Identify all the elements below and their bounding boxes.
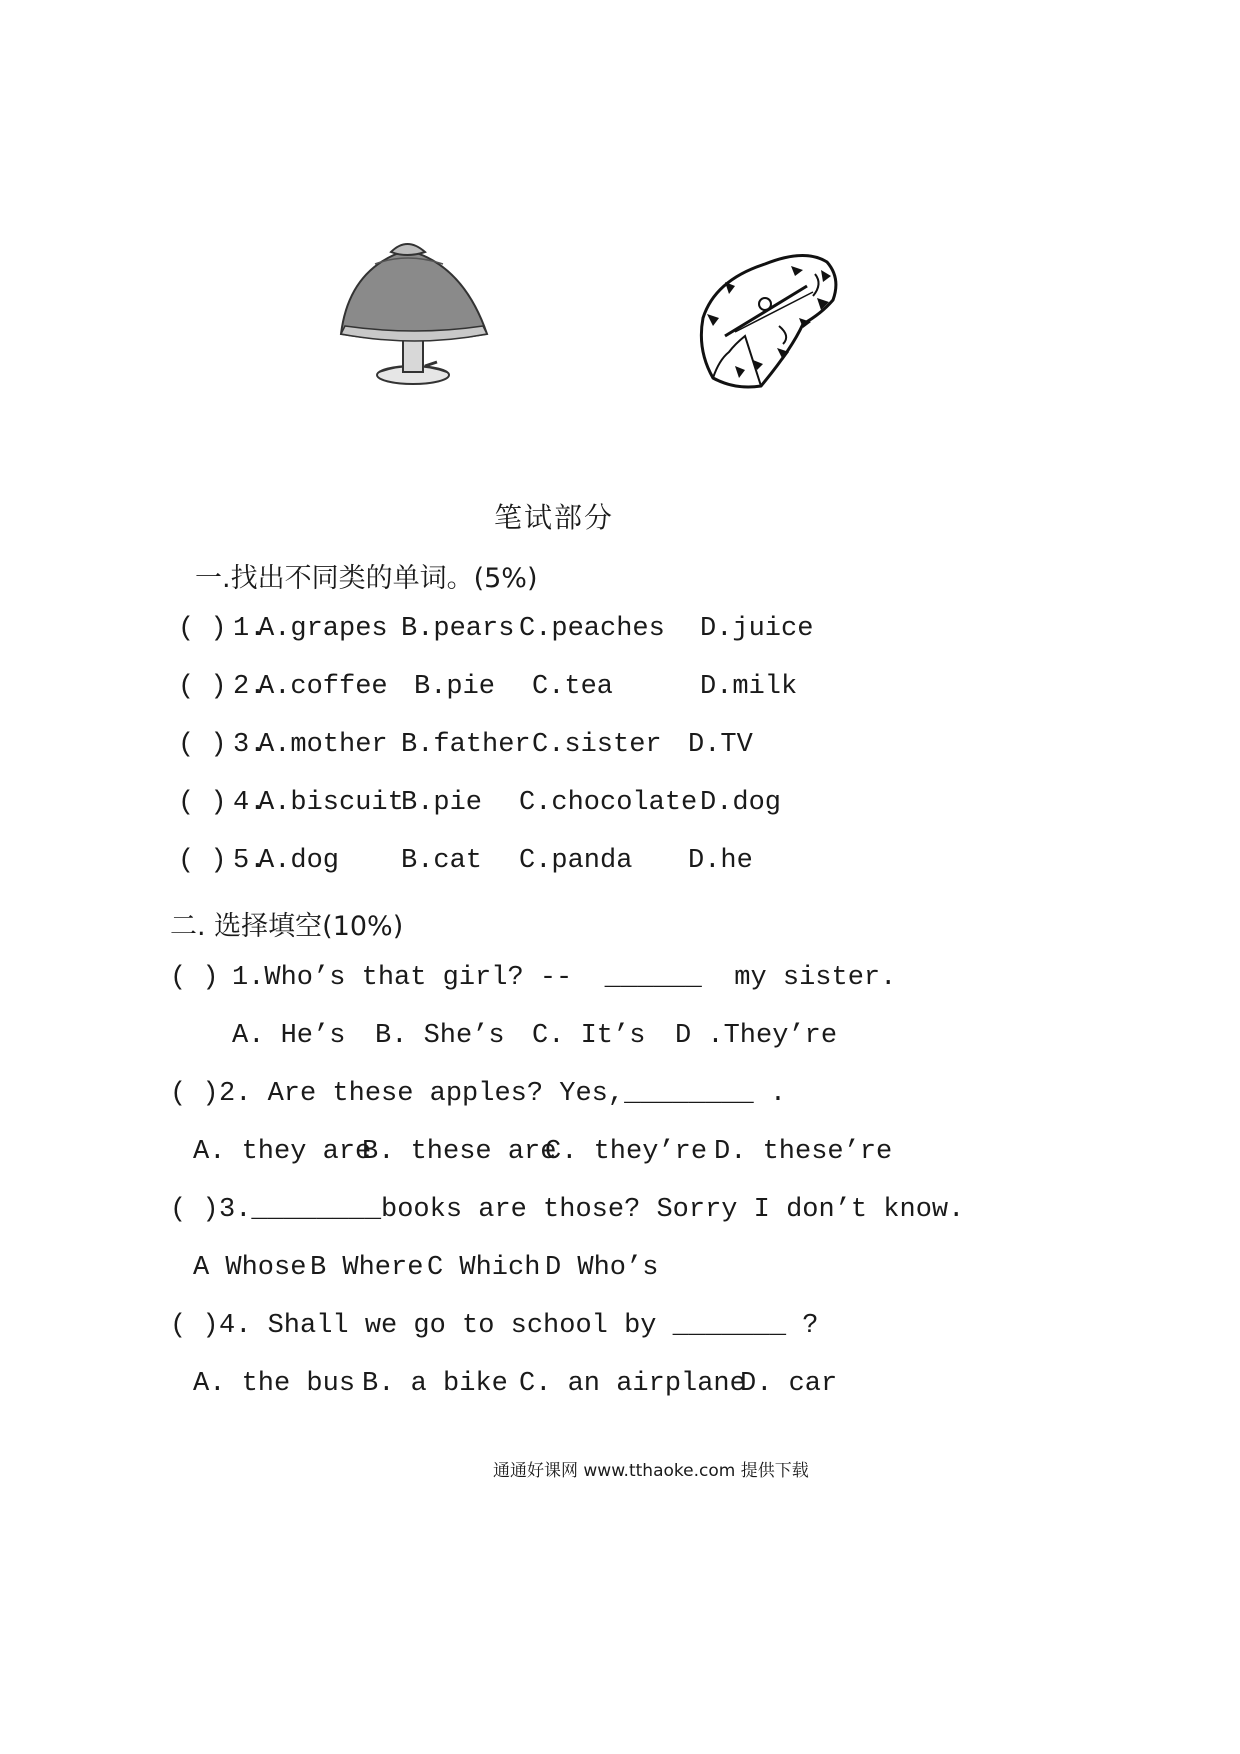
option-a: A.dog xyxy=(258,846,340,876)
option-d: D.dog xyxy=(700,788,782,818)
option-b: B. a bike xyxy=(362,1369,508,1399)
question-number: 1. xyxy=(233,614,266,644)
option-d: D Who’s xyxy=(545,1253,659,1283)
question-stem: 4. Shall we go to school by _______ ? xyxy=(219,1311,819,1341)
option-b: B.father xyxy=(401,730,531,760)
option-c: C.tea xyxy=(532,672,614,702)
option-d: D.juice xyxy=(700,614,814,644)
question-number: 2. xyxy=(233,672,266,702)
option-c: C.panda xyxy=(519,846,633,876)
question-number: 4. xyxy=(233,788,266,818)
option-d: D.TV xyxy=(688,730,753,760)
answer-bracket[interactable]: ( ) xyxy=(178,614,227,644)
option-b: B.pie xyxy=(401,788,483,818)
option-c: C.chocolate xyxy=(519,788,698,818)
option-d: D.he xyxy=(688,846,753,876)
pencil-sharpener-illustration xyxy=(695,240,845,395)
option-a: A Whose xyxy=(193,1253,307,1283)
part1-title: 一.找出不同类的单词。(5%) xyxy=(195,563,538,594)
option-c: C. they’re xyxy=(545,1137,708,1167)
question-number: 3. xyxy=(233,730,266,760)
option-a: A. He’s xyxy=(232,1021,346,1051)
section-heading: 笔试部分 xyxy=(494,501,615,534)
option-c: C.peaches xyxy=(519,614,665,644)
answer-bracket[interactable]: ( ) xyxy=(170,1079,219,1109)
option-c: C.sister xyxy=(532,730,662,760)
question-stem: 2. Are these apples? Yes,________ . xyxy=(219,1079,787,1109)
lamp-illustration xyxy=(335,238,495,388)
option-d: D .They’re xyxy=(675,1021,838,1051)
option-b: B.pears xyxy=(401,614,515,644)
option-b: B.cat xyxy=(401,846,483,876)
answer-bracket[interactable]: ( ) xyxy=(178,788,227,818)
answer-bracket[interactable]: ( ) xyxy=(178,672,227,702)
question-stem: 1.Who’s that girl? -- ______ my sister. xyxy=(232,963,897,993)
option-a: A.biscuit xyxy=(258,788,404,818)
footer-credit: 通通好课网 www.tthaoke.com 提供下载 xyxy=(493,1461,809,1481)
option-a: A.mother xyxy=(258,730,388,760)
option-a: A.coffee xyxy=(258,672,388,702)
option-c: C. It’s xyxy=(532,1021,646,1051)
option-b: B. She’s xyxy=(375,1021,505,1051)
option-b: B.pie xyxy=(414,672,496,702)
part2-title: 二. 选择填空(10%) xyxy=(170,911,404,942)
option-d: D. car xyxy=(740,1369,838,1399)
option-b: B Where xyxy=(310,1253,424,1283)
option-a: A. the bus xyxy=(193,1369,356,1399)
question-stem: 3.________books are those? Sorry I don’t know. xyxy=(219,1195,965,1225)
option-a: A. they are xyxy=(193,1137,372,1167)
option-d: D. these’re xyxy=(714,1137,893,1167)
question-number: 5. xyxy=(233,846,266,876)
answer-bracket[interactable]: ( ) xyxy=(178,846,227,876)
option-d: D.milk xyxy=(700,672,798,702)
option-b: B. these are xyxy=(362,1137,557,1167)
answer-bracket[interactable]: ( ) xyxy=(170,1311,219,1341)
answer-bracket[interactable]: ( ) xyxy=(170,1195,219,1225)
option-a: A.grapes xyxy=(258,614,388,644)
answer-bracket[interactable]: ( ) xyxy=(178,730,227,760)
option-c: C. an airplane xyxy=(519,1369,746,1399)
answer-bracket[interactable]: ( ) xyxy=(170,963,219,993)
option-c: C Which xyxy=(427,1253,541,1283)
